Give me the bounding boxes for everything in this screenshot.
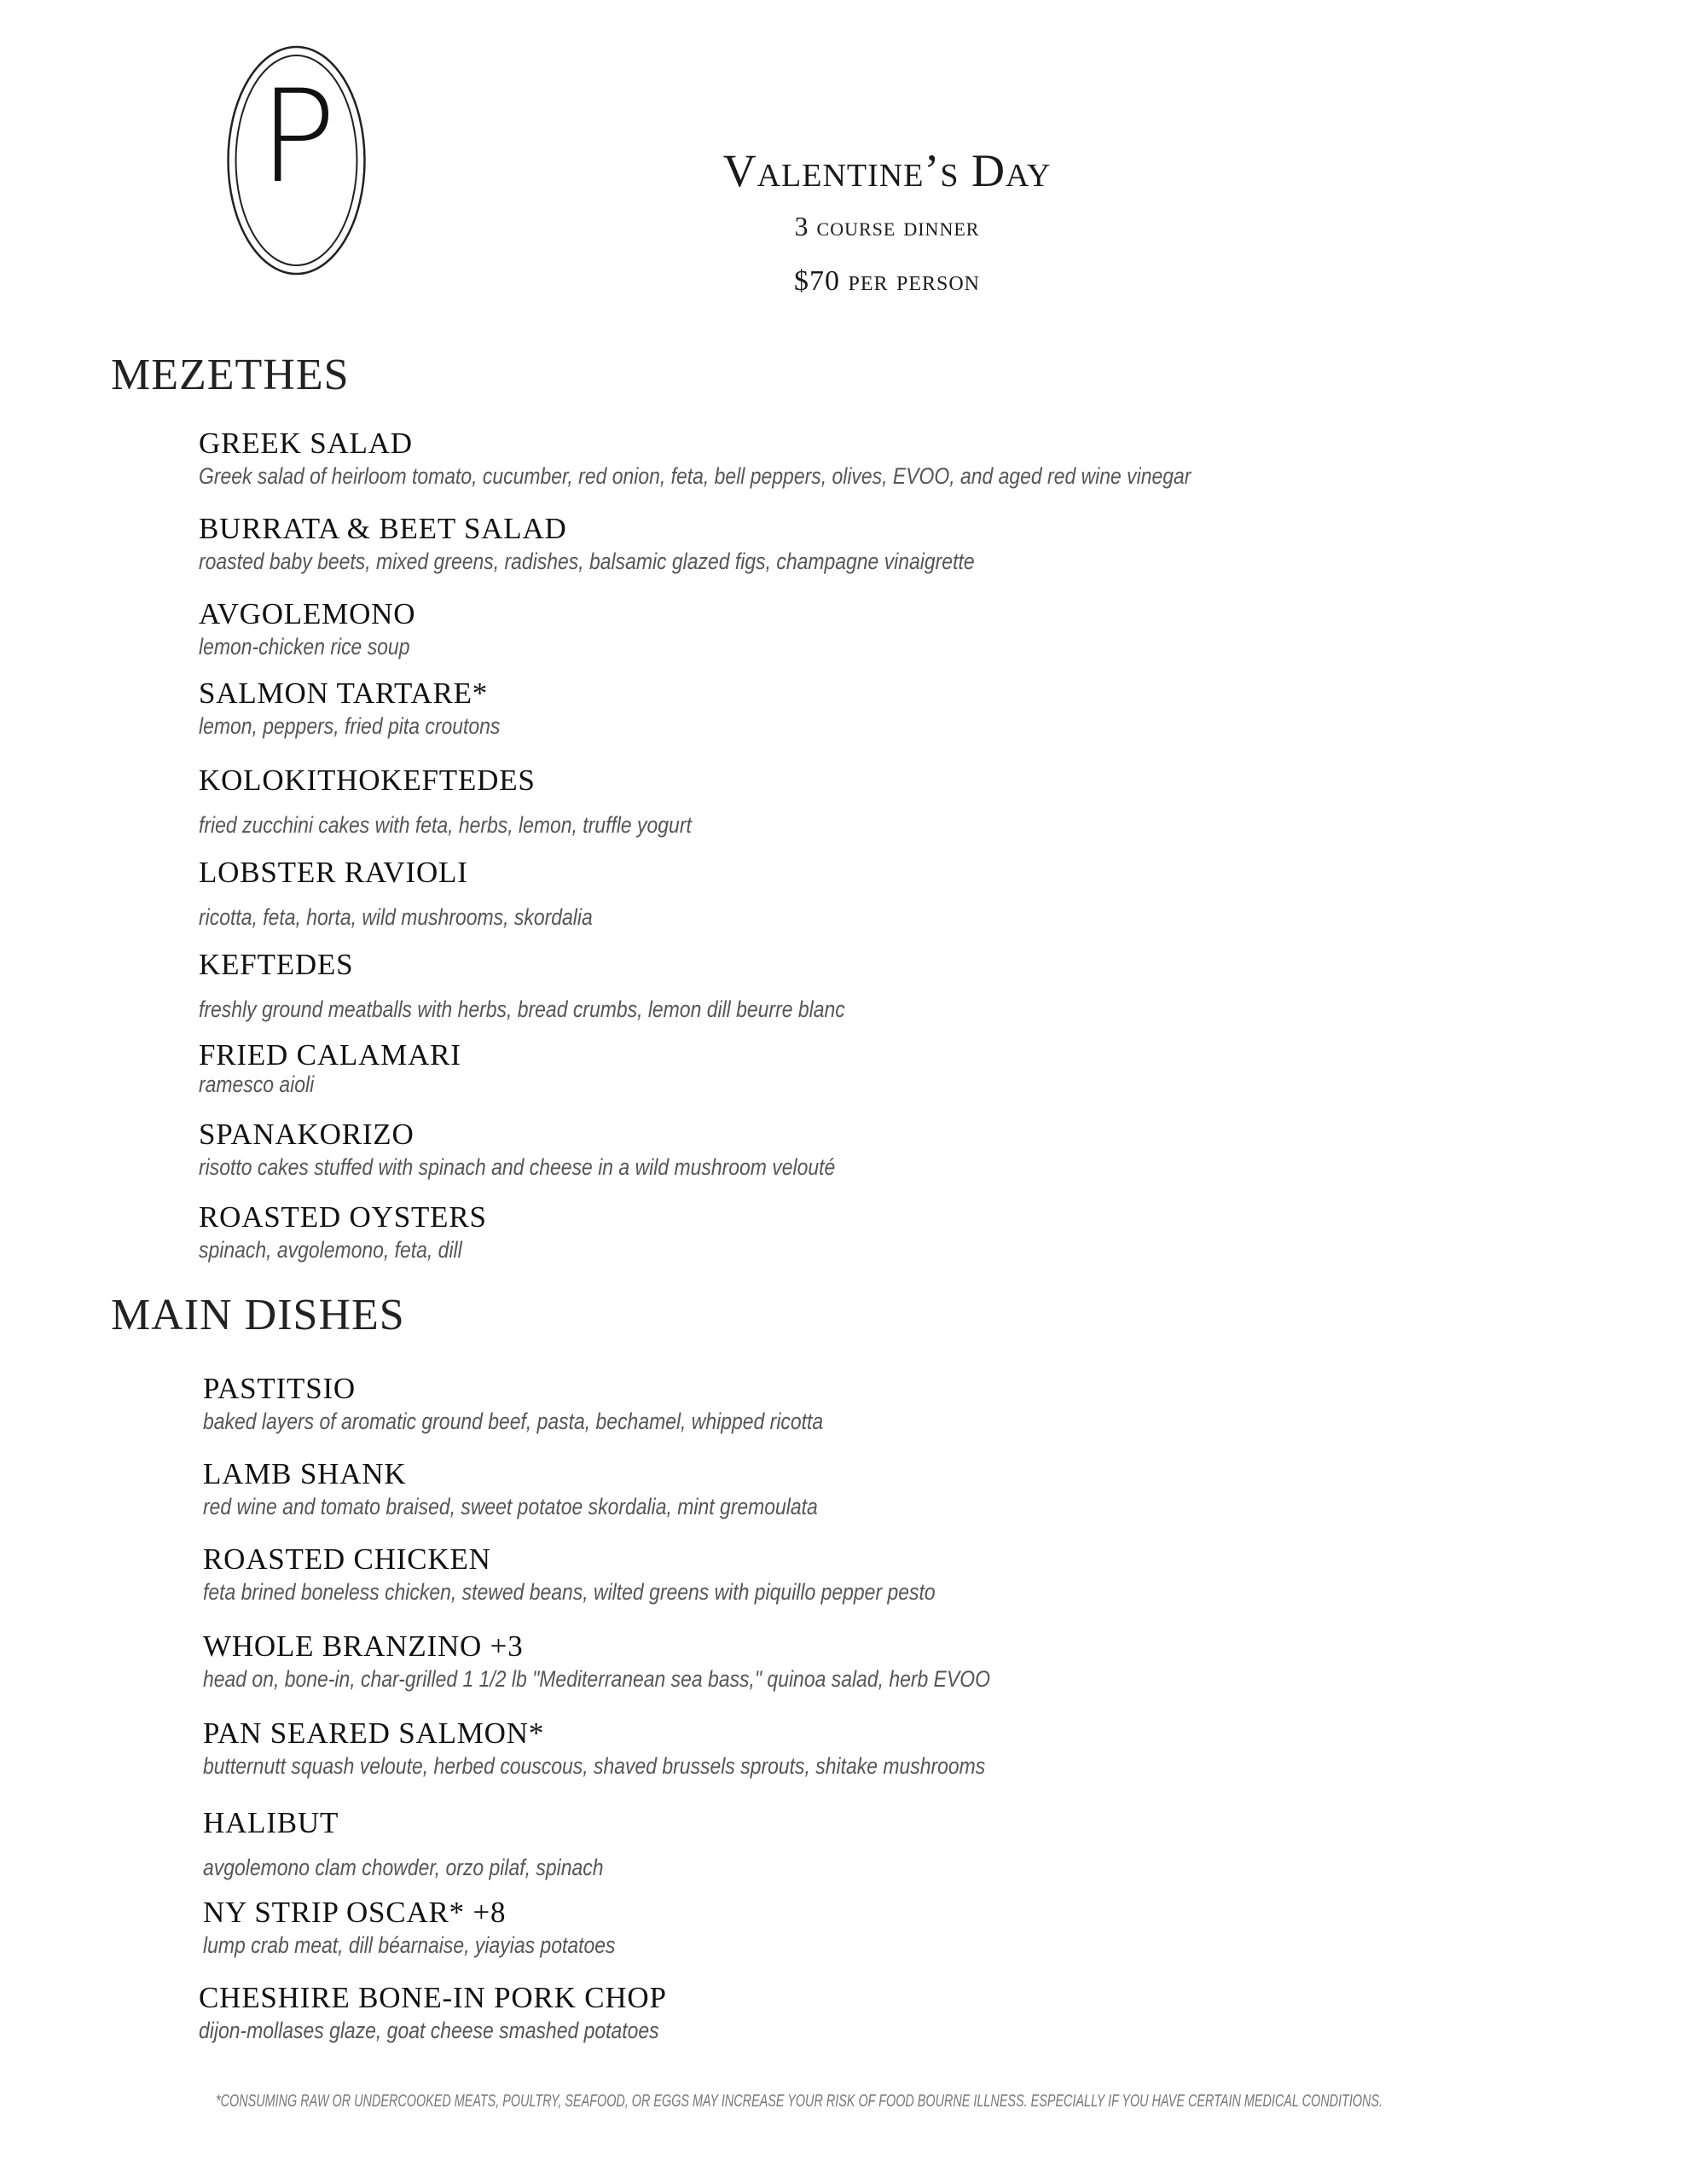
menu-price: $70 per person (793, 265, 981, 297)
item-description: fried zucchini cakes with feta, herbs, lemon, truffle yogurt (199, 812, 692, 838)
menu-item (199, 764, 779, 840)
menu-item (199, 512, 1111, 577)
item-description: lemon, peppers, fried pita croutons (199, 713, 501, 739)
item-name: SALMON TARTARE* (199, 677, 489, 710)
item-name: LOBSTER RAVIOLI (199, 856, 468, 889)
menu-item (199, 1118, 948, 1182)
menu-item (203, 1372, 933, 1437)
item-description: roasted baby beets, mixed greens, radishes, balsamic glazed figs, champagne vinaigrette (199, 549, 975, 574)
item-name: KEFTEDES (199, 948, 354, 981)
menu-item (203, 1629, 1129, 1694)
item-description: ricotta, feta, horta, wild mushrooms, skordalia (199, 904, 593, 930)
item-description: feta brined boneless chicken, stewed beans, wilted greens with piquillo pepper pesto (203, 1579, 936, 1605)
menu-item (199, 1981, 740, 2046)
item-name: LAMB SHANK (203, 1457, 407, 1490)
item-name: CHESHIRE BONE-IN PORK CHOP (199, 1981, 667, 2014)
menu-title: Valentine’s Day (722, 145, 1052, 196)
menu-item (203, 1896, 688, 1960)
menu-item (203, 1457, 926, 1522)
item-name: NY STRIP OSCAR* +8 (203, 1896, 507, 1929)
menu-item (199, 677, 554, 741)
menu-item (203, 1716, 1123, 1781)
item-description: avgolemono clam chowder, orzo pilaf, spinach (203, 1855, 604, 1880)
food-safety-disclaimer: *CONSUMING RAW OR UNDERCOOKED MEATS, POULTRY, SEAFOOD, OR EGGS MAY INCREASE YOUR RISK OF FOOD BOURNE ILLNESS. ESPECIALLY IF YOU HAVE CERTAIN MEDICAL CONDITIONS. (216, 2092, 1383, 2111)
item-description: ramesco aioli (199, 1072, 315, 1097)
menu-subtitle: 3 course dinner (794, 211, 980, 241)
menu-item (199, 856, 662, 932)
item-description: baked layers of aromatic ground beef, pasta, bechamel, whipped ricotta (203, 1409, 824, 1434)
svg-text:P: P (258, 63, 337, 212)
menu-item (199, 1038, 461, 1100)
item-description: lemon-chicken rice soup (199, 634, 410, 659)
section-title-main-dishes: MAIN DISHES (111, 1291, 405, 1339)
item-description: dijon-mollases glaze, goat cheese smashed potatoes (199, 2018, 659, 2043)
item-name: BURRATA & BEET SALAD (199, 512, 567, 545)
item-description: freshly ground meatballs with herbs, bread crumbs, lemon dill beurre blanc (199, 996, 845, 1022)
section-title-mezethes: MEZETHES (111, 351, 350, 399)
item-description: red wine and tomato braised, sweet potatoe skordalia, mint gremoulata (203, 1494, 818, 1519)
menu-header (682, 141, 1092, 311)
item-name: AVGOLEMONO (199, 597, 416, 630)
menu-item (199, 427, 1366, 491)
item-name: GREEK SALAD (199, 427, 413, 460)
menu-item (203, 1542, 1064, 1607)
item-name: HALIBUT (203, 1806, 339, 1839)
item-name: PASTITSIO (203, 1372, 357, 1405)
menu-item (199, 597, 447, 662)
item-name: ROASTED OYSTERS (199, 1200, 487, 1234)
item-description: Greek salad of heirloom tomato, cucumber, red onion, feta, bell peppers, olives, EVOO, and aged red wine vinegar (199, 463, 1191, 489)
item-name: SPANAKORIZO (199, 1118, 415, 1151)
item-name: FRIED CALAMARI (199, 1038, 461, 1072)
menu-item (199, 1200, 508, 1265)
item-description: head on, bone-in, char-grilled 1 1/2 lb "Mediterranean sea bass," quinoa salad, herb EVOO (203, 1666, 990, 1692)
menu-item (199, 948, 959, 1025)
item-description: spinach, avgolemono, feta, dill (199, 1237, 462, 1263)
item-name: KOLOKITHOKEFTEDES (199, 764, 536, 797)
item-name: WHOLE BRANZINO +3 (203, 1629, 524, 1663)
item-description: lump crab meat, dill béarnaise, yiayias potatoes (203, 1932, 616, 1958)
menu-item (203, 1806, 674, 1883)
item-description: risotto cakes stuffed with spinach and cheese in a wild mushroom velouté (199, 1154, 836, 1180)
item-name: PAN SEARED SALMON* (203, 1716, 545, 1750)
restaurant-logo (226, 44, 367, 276)
item-name: ROASTED CHICKEN (203, 1542, 491, 1576)
item-description: butternutt squash veloute, herbed couscous, shaved brussels sprouts, shitake mushrooms (203, 1753, 986, 1779)
